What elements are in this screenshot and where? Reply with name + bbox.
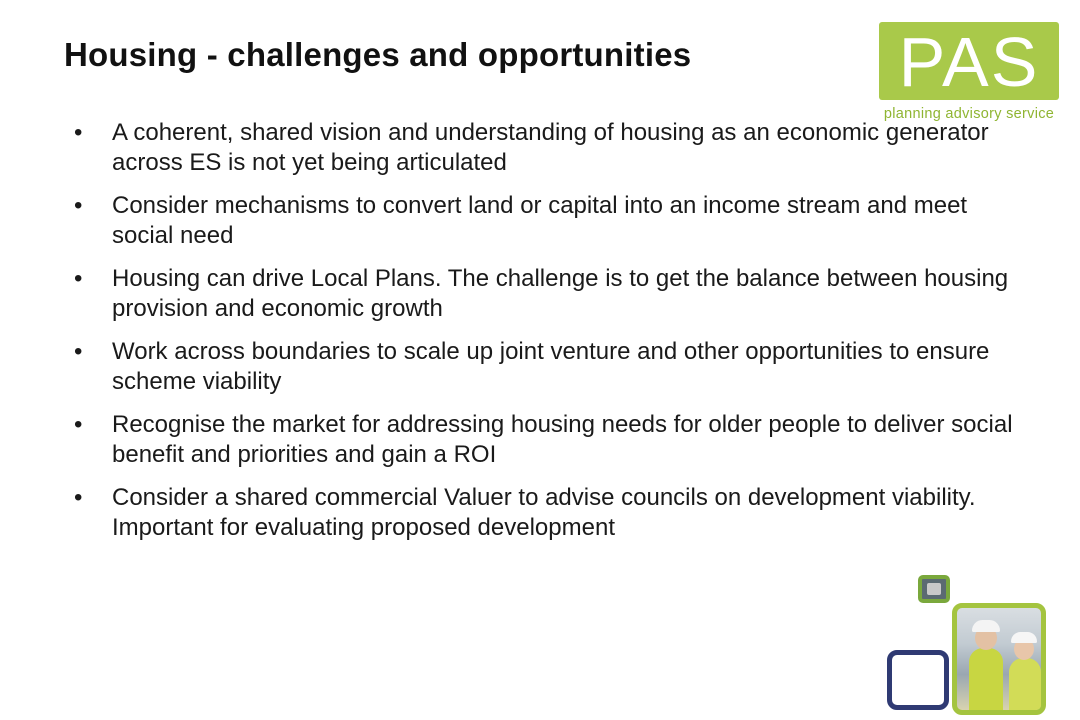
bullet-text: A coherent, shared vision and understanding of housing as an economic generator across ES is not yet being articulated xyxy=(112,119,989,176)
bullet-icon: • xyxy=(74,338,83,366)
bullet-icon: • xyxy=(74,119,83,146)
bullet-text: Consider a shared commercial Valuer to advise councils on development viability. Important for evaluating proposed development xyxy=(112,484,976,541)
hard-hat-shape xyxy=(972,620,1000,632)
bullet-item xyxy=(74,337,1014,396)
bullet-text: Consider mechanisms to convert land or capital into an income stream and meet social need xyxy=(112,192,968,249)
bullet-text: Recognise the market for addressing housing needs for older people to deliver social benefit and priorities and gain a ROI xyxy=(112,411,1013,468)
bullet-icon: • xyxy=(74,411,83,439)
small-photo-frame xyxy=(918,575,950,603)
bullet-icon: • xyxy=(74,192,83,220)
worker-body-shape xyxy=(1009,658,1041,715)
bullet-list xyxy=(74,118,1014,556)
bullet-item xyxy=(74,191,1014,250)
bullet-item xyxy=(74,118,1014,177)
bullet-item xyxy=(74,483,1014,542)
bullet-icon: • xyxy=(74,484,83,512)
bullet-text: Housing can drive Local Plans. The challenge is to get the balance between housing provision and economic growth xyxy=(112,265,1009,322)
navy-outline-square xyxy=(887,650,949,710)
bullet-item xyxy=(74,264,1014,323)
bullet-item xyxy=(74,410,1014,469)
hard-hat-shape xyxy=(1011,632,1037,643)
worker-body-shape xyxy=(969,648,1003,715)
bullet-icon: • xyxy=(74,265,83,293)
bullet-text: Work across boundaries to scale up joint venture and other opportunities to ensure scheme viability xyxy=(112,338,990,395)
logo-text: PAS xyxy=(898,23,1040,101)
construction-workers-photo xyxy=(952,603,1046,715)
pas-logo xyxy=(879,22,1059,129)
slide-title: Housing - challenges and opportunities xyxy=(64,36,692,73)
logo-subtitle: planning advisory service xyxy=(883,106,1055,122)
